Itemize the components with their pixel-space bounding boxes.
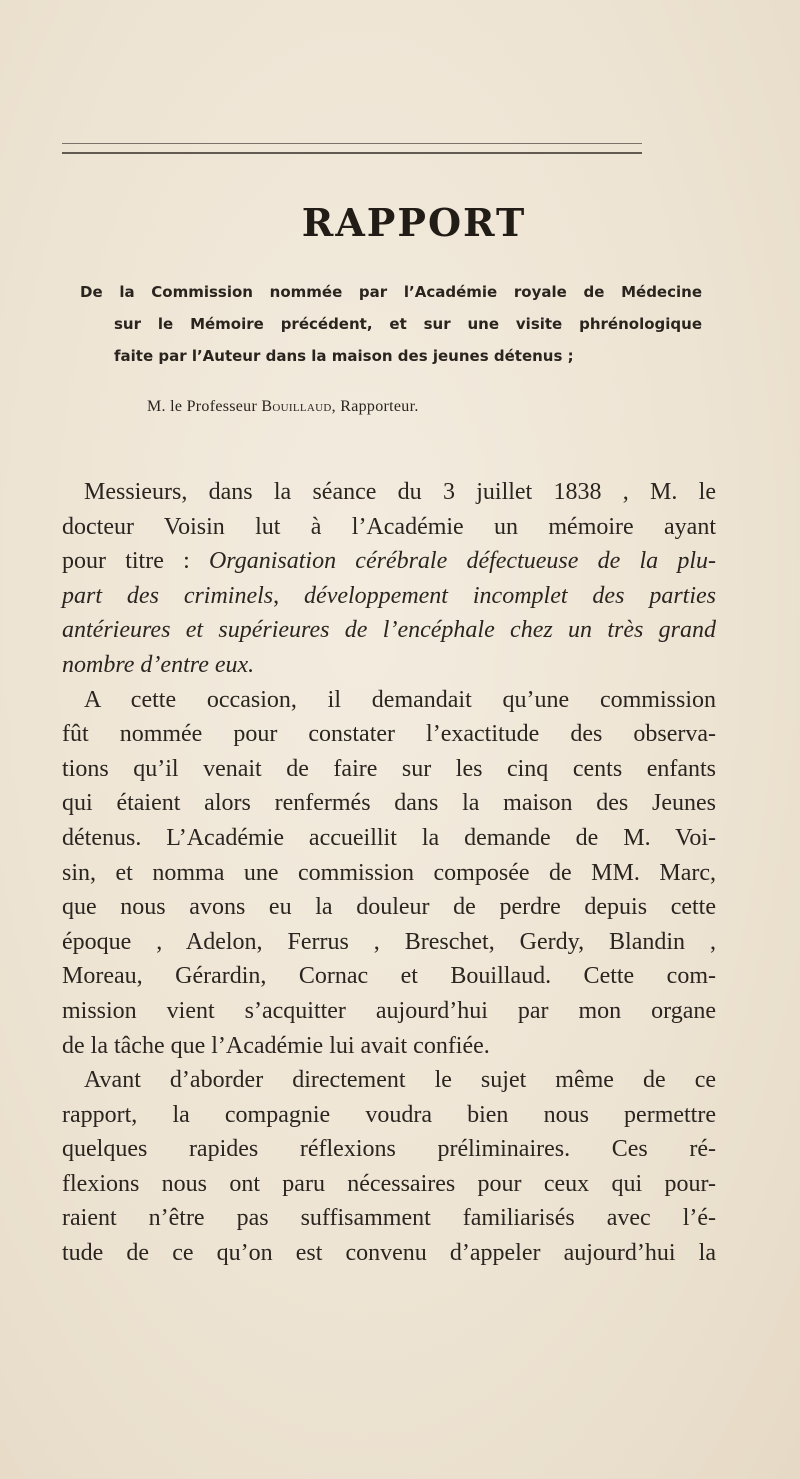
body-line	[62, 544, 716, 579]
work-title: nombre d’entre eux.	[62, 651, 255, 678]
body-line: Messieurs, dans la séance du 3 juillet 1838 , M. le	[84, 479, 716, 505]
report-body	[62, 475, 716, 1271]
report-title: RAPPORT	[301, 200, 527, 245]
body-line: Avant d’aborder directement le sujet même de ce	[84, 1067, 716, 1094]
body-line: A cette occasion, il demandait qu’une commission	[84, 686, 716, 713]
body-line: qui étaient alors renfermés dans la maison des Jeunes	[62, 790, 716, 817]
body-line: quelques rapides réflexions préliminaires. Ces ré-	[62, 1136, 716, 1163]
reporter-suffix: , Rapporteur.	[331, 398, 419, 415]
body-text-plain: pour titre :	[62, 548, 209, 575]
work-title: antérieures et supérieures de l’encéphale chez un très grand	[62, 617, 716, 644]
subtitle-line: De la Commission nommée par l’Académie royale de Médecine	[80, 283, 702, 301]
body-line: tude de ce qu’on est convenu d’appeler aujourd’hui la	[62, 1240, 716, 1267]
body-line: flexions nous ont paru nécessaires pour ceux qui pour-	[62, 1170, 716, 1197]
body-line: sin, et nomma une commission composée de MM. Marc,	[62, 859, 716, 886]
body-line: détenus. L’Académie accueillit la demande de M. Voi-	[62, 824, 716, 851]
reporter-name: Bouillaud	[261, 398, 332, 415]
body-line: de la tâche que l’Académie lui avait confiée.	[62, 1032, 490, 1059]
body-line: que nous avons eu la douleur de perdre depuis cette	[62, 894, 716, 921]
body-line: fût nommée pour constater l’exactitude des observa-	[62, 721, 716, 748]
work-title: part des criminels	[62, 582, 274, 609]
work-title: développement incomplet des parties	[304, 582, 716, 609]
body-line: mission vient s’acquitter aujourd’hui par mon organe	[62, 997, 716, 1024]
body-line: époque , Adelon, Ferrus , Breschet, Gerdy, Blandin ,	[62, 928, 716, 955]
header-rule-thick	[62, 152, 642, 154]
reporter-line	[147, 398, 419, 416]
body-line	[62, 648, 716, 683]
reporter-prefix: M. le Professeur	[147, 398, 262, 415]
body-line: docteur Voisin lut à l’Académie un mémoire ayant	[62, 513, 716, 540]
subtitle-line: faite par l’Auteur dans la maison des jeunes détenus ;	[114, 347, 574, 365]
body-line: rapport, la compagnie voudra bien nous permettre	[62, 1101, 716, 1128]
work-title: Organisation cérébrale défectueuse de la plu-	[208, 548, 717, 575]
body-text-plain: ,	[273, 582, 305, 609]
body-line	[62, 613, 716, 648]
body-line: Moreau, Gérardin, Cornac et Bouillaud. Cette com-	[62, 963, 716, 990]
body-line	[62, 579, 716, 614]
subtitle-line: sur le Mémoire précédent, et sur une visite phrénologique	[114, 315, 702, 333]
header-rule-thin	[62, 143, 642, 144]
body-line: raient n’être pas suffisamment familiarisés avec l’é-	[62, 1205, 716, 1232]
report-subtitle	[80, 276, 702, 372]
body-line: tions qu’il venait de faire sur les cinq cents enfants	[62, 755, 716, 782]
